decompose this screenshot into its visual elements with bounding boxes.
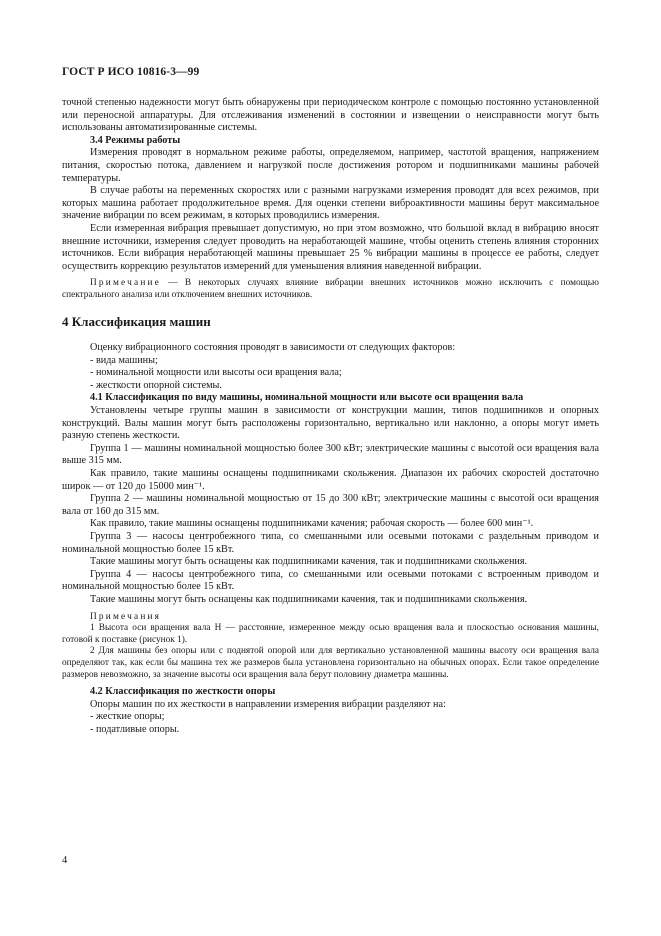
paragraph: Оценку вибрационного состояния проводят в зависимости от следующих факторов:: [90, 342, 456, 354]
group-1: Группа 1 — машины номинальной мощностью более 300 кВт; электрические машины с высотой оси вращения вала выше 315 мм.: [62, 442, 599, 467]
page-number: 4: [62, 855, 68, 866]
continued-paragraph: точной степенью надежности могут быть обнаружены при периодическом контроле с помощью постоянно установленной или переносной аппаратуры. Для отслеживания изменений в состоянии и извещении о неисправности могут быть использованы автоматизированные системы.: [62, 97, 599, 134]
paragraph: Опоры машин по их жесткости в направлении измерения вибрации разделяют на:: [90, 698, 446, 710]
list-item: - номинальной мощности или высоты оси вращения вала;: [90, 367, 342, 379]
note: [62, 278, 599, 301]
section-4-1-title: 4.1 Классификация по виду машины, номинальной мощности или высоте оси вращения вала: [90, 392, 524, 404]
section-3-4-title: 3.4 Режимы работы: [90, 134, 181, 146]
paragraph: Такие машины могут быть оснащены как подшипниками качения, так и подшипниками скольжения.: [90, 556, 528, 568]
page-content: [62, 97, 599, 737]
paragraph: Если измеренная вибрация превышает допустимую, но при этом возможно, что большой вклад в вибрацию вносят внешние источники, измерения следует проводить на неработающей машине, чтобы оценить степень влияния сторонних источников. Если вибрация неработающей машины превышает 25 % вибрации машины в процессе ее работы, следует осуществить коррекцию результатов измерений для уменьшения влияния наведенной вибрации.: [62, 222, 599, 272]
paragraph: Как правило, такие машины оснащены подшипниками скольжения. Диапазон их рабочих скоростей достаточно широк — от 120 до 15000 мин⁻¹.: [62, 468, 599, 492]
note-text: — В некоторых случаях влияние вибрации внешних источников можно исключить с помощью спектрального анализа или отключением внешних источников.: [62, 278, 599, 300]
note-item: 1 Высота оси вращения вала H — расстояние, измеренное между осью вращения вала и плоскостью основания машины, готовой к поставке (рисунок 1).: [62, 623, 599, 645]
paragraph: Установлены четыре группы машин в зависимости от конструкции машин, типов подшипников и опорных конструкций. Валы машин могут быть расположены горизонтально, вертикально или наклонно, а опоры могут иметь разную степень жесткости.: [62, 405, 599, 442]
group-4: Группа 4 — насосы центробежного типа, со смешанными или осевыми потоками с встроенным приводом и номинальной мощностью более 15 кВт.: [62, 568, 599, 593]
section-4-title: 4 Классификация машин: [62, 313, 211, 329]
standard-header: ГОСТ Р ИСО 10816-3—99: [62, 66, 200, 78]
paragraph: Измерения проводят в нормальном режиме работы, определяемом, например, частотой вращения, напряжением питания, скоростью потока, давлением и нагрузкой после достижения ротором и подшипниками машины рабочей температуры.: [62, 147, 599, 184]
list-item: - жесткие опоры;: [90, 711, 165, 723]
list-item: - жесткости опорной системы.: [90, 379, 222, 391]
list-item: - податливые опоры.: [90, 723, 180, 735]
group-2: Группа 2 — машины номинальной мощностью от 15 до 300 кВт; электрические машины с высотой оси вращения вала от 160 до 315 мм.: [62, 493, 599, 517]
paragraph: Как правило, такие машины оснащены подшипниками качения; рабочая скорость — более 600 мин⁻¹.: [90, 518, 534, 530]
note-label: Примечание: [90, 278, 161, 289]
paragraph: В случае работы на переменных скоростях или с разными нагрузками измерения проводят для всех режимов, при которых машина работает продолжительное время. Для оценки степени виброактивности машины берут максимальное значение вибрации по всем режимам, в которых проводились измерения.: [62, 185, 599, 222]
group-3: Группа 3 — насосы центробежного типа, со смешанными или осевыми потоками с раздельным приводом и номинальной мощностью более 15 кВт.: [62, 531, 599, 555]
paragraph: Такие машины могут быть оснащены как подшипниками качения, так и подшипниками скольжения.: [90, 593, 528, 605]
note-item: 2 Для машины без опоры или с поднятой опорой или для вертикально установленной машины высоту оси вращения вала определяют так, как если бы машина тех же размеров была установлена горизонтально на обычных опорах. Если такое определение размеров невозможно, за значение высоты оси вращения вала берут половину диаметра машины.: [62, 646, 599, 680]
list-item: - вида машины;: [90, 354, 158, 366]
section-4-2-title: 4.2 Классификация по жесткости опоры: [90, 686, 276, 698]
notes-label: Примечания: [90, 611, 162, 622]
